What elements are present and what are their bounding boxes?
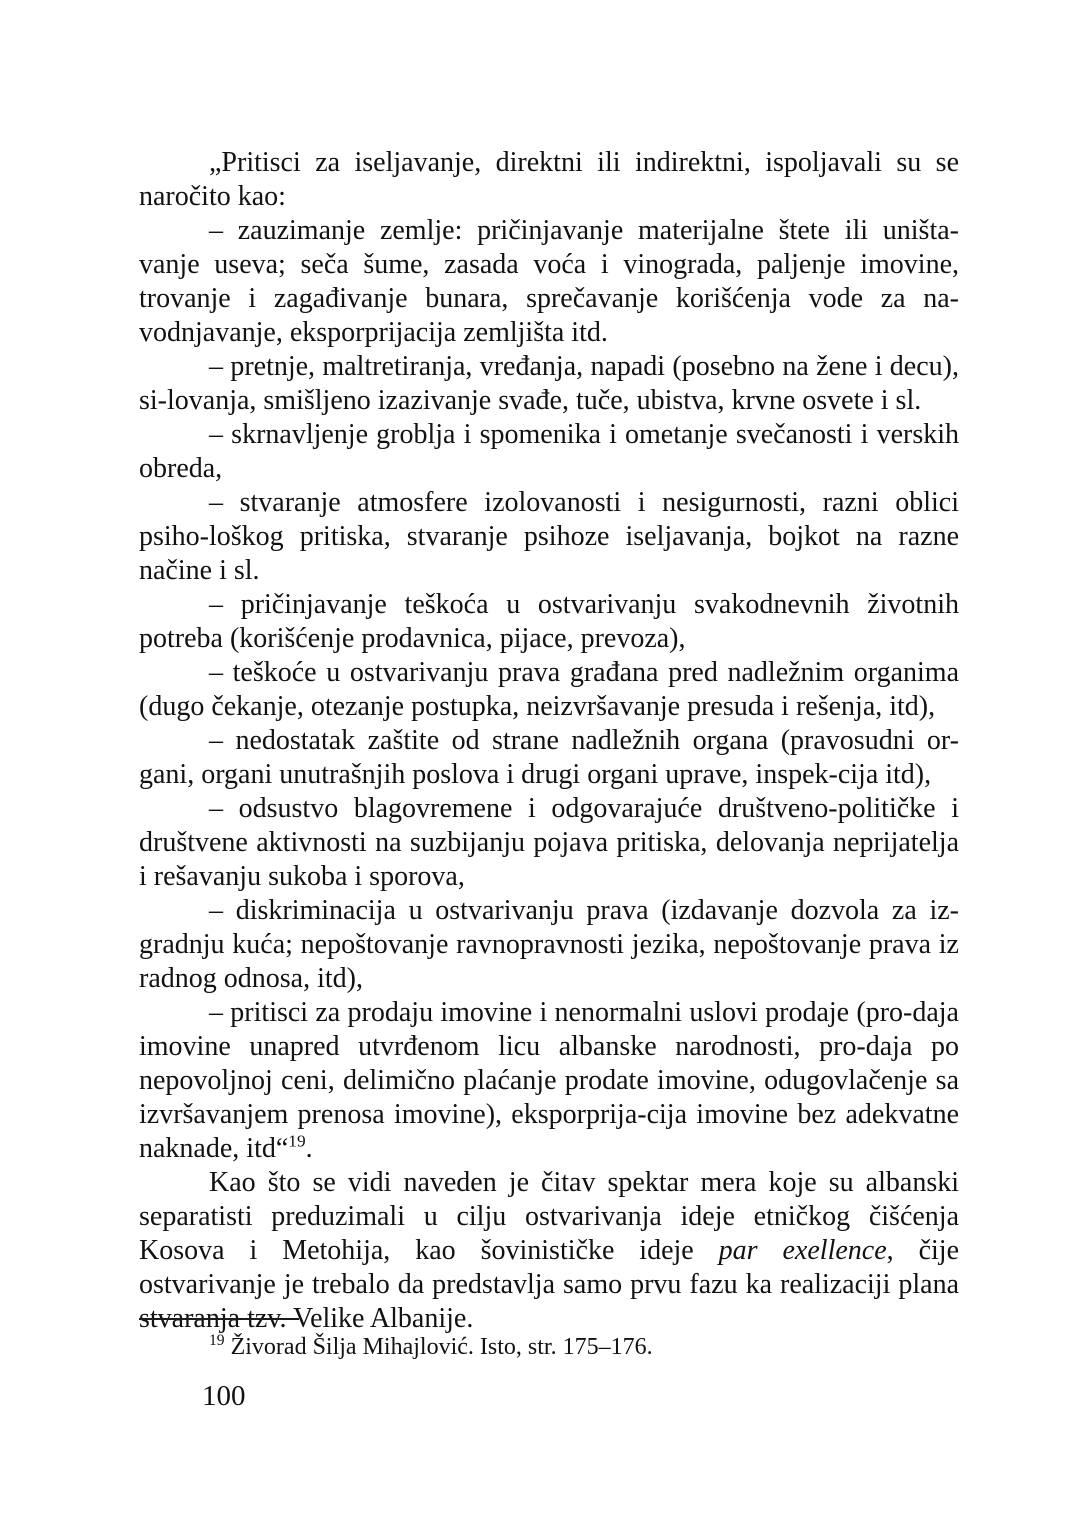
footnote-body: Živorad Šilja Mihajlović. Isto, str. 175–176. xyxy=(224,1334,653,1360)
paragraph xyxy=(139,894,959,996)
paragraph xyxy=(139,656,959,724)
text-run: – diskriminacija u ostvarivanju prava (izdavanje dozvola za iz-gradnju kuća; nepoštovanje ravnopravnosti jezika, nepoštovanje prava iz radnog odnosa, itd), xyxy=(139,895,959,994)
paragraph xyxy=(139,350,959,418)
paragraph xyxy=(139,792,959,894)
page-body xyxy=(139,146,959,1336)
footnote-text xyxy=(139,1332,959,1362)
footnote-separator xyxy=(139,1318,299,1320)
footnote-section xyxy=(139,1318,959,1362)
paragraph xyxy=(139,996,959,1166)
paragraph xyxy=(139,486,959,588)
text-run: – zauzimanje zemlje: pričinjavanje materijalne štete ili uništa-vanje useva; seča šume, zasada voća i vinograda, paljenje imovine, trovanje i zagađivanje bunara, sprečavanje korišćenja vode za na-vodnjavanje, eksporprijacija zemljišta itd. xyxy=(139,215,959,348)
paragraph xyxy=(139,1166,959,1336)
paragraph xyxy=(139,146,959,214)
text-run: Kao što se vidi naveden je čitav spektar mera koje su albanski separatisti preduzimali u cilju ostvarivanja ideje etničkog čišćenja Kosova i Metohija, kao šovinističke ideje xyxy=(139,1167,959,1266)
text-run: – nedostatak zaštite od strane nadležnih organa (pravosudni or-gani, organi unutrašnjih poslova i drugi organi uprave, inspek-cija itd), xyxy=(139,725,959,790)
text-run: , čije ostvarivanje je trebalo da predstavlja samo prvu fazu ka realizaciji plana stvaranja tzv. Velike Albanije. xyxy=(139,1235,959,1334)
paragraph xyxy=(139,214,959,350)
paragraph xyxy=(139,588,959,656)
text-run: „Pritisci za iseljavanje, direktni ili indirektni, ispoljavali su se naročito kao: xyxy=(139,147,959,212)
paragraph xyxy=(139,724,959,792)
page-number: 100 xyxy=(202,1380,246,1412)
text-run: – skrnavljenje groblja i spomenika i ometanje svečanosti i verskih obreda, xyxy=(139,419,959,484)
footnote-reference: 19 xyxy=(288,1131,306,1151)
text-run: – pričinjavanje teškoća u ostvarivanju svakodnevnih životnih potreba (korišćenje prodavnica, pijace, prevoza), xyxy=(139,589,959,654)
text-run: – teškoće u ostvarivanju prava građana pred nadležnim organima (dugo čekanje, otezanje postupka, neizvršavanje presuda i rešenja, itd), xyxy=(139,657,959,722)
footnote-marker: 19 xyxy=(209,1332,225,1349)
text-run: – stvaranje atmosfere izolovanosti i nesigurnosti, razni oblici psiho-loškog pritiska, stvaranje psihoze iseljavanja, bojkot na razne načine i sl. xyxy=(139,487,959,586)
text-run: – pretnje, maltretiranja, vređanja, napadi (posebno na žene i decu), si-lovanja, smišljeno izazivanje svađe, tuče, ubistva, krvne osvete i sl. xyxy=(139,351,959,416)
text-run: . xyxy=(305,1133,313,1164)
paragraph xyxy=(139,418,959,486)
text-run: – pritisci za prodaju imovine i nenormalni uslovi prodaje (pro-daja imovine unapred utvrđenom licu albanske narodnosti, pro-daja po nepovoljnoj ceni, delimično plaćanje prodate imovine, odugovlačenje sa izvršavanjem prenosa imovine), eksporprija-cija imovine bez adekvatne naknade, itd“ xyxy=(139,997,959,1164)
text-run: – odsustvo blagovremene i odgovarajuće društveno-političke i društvene aktivnosti na suzbijanju pojava pritiska, delovanja neprijatelja i rešavanju sukoba i sporova, xyxy=(139,793,959,892)
text-run: par exellence xyxy=(718,1235,887,1266)
